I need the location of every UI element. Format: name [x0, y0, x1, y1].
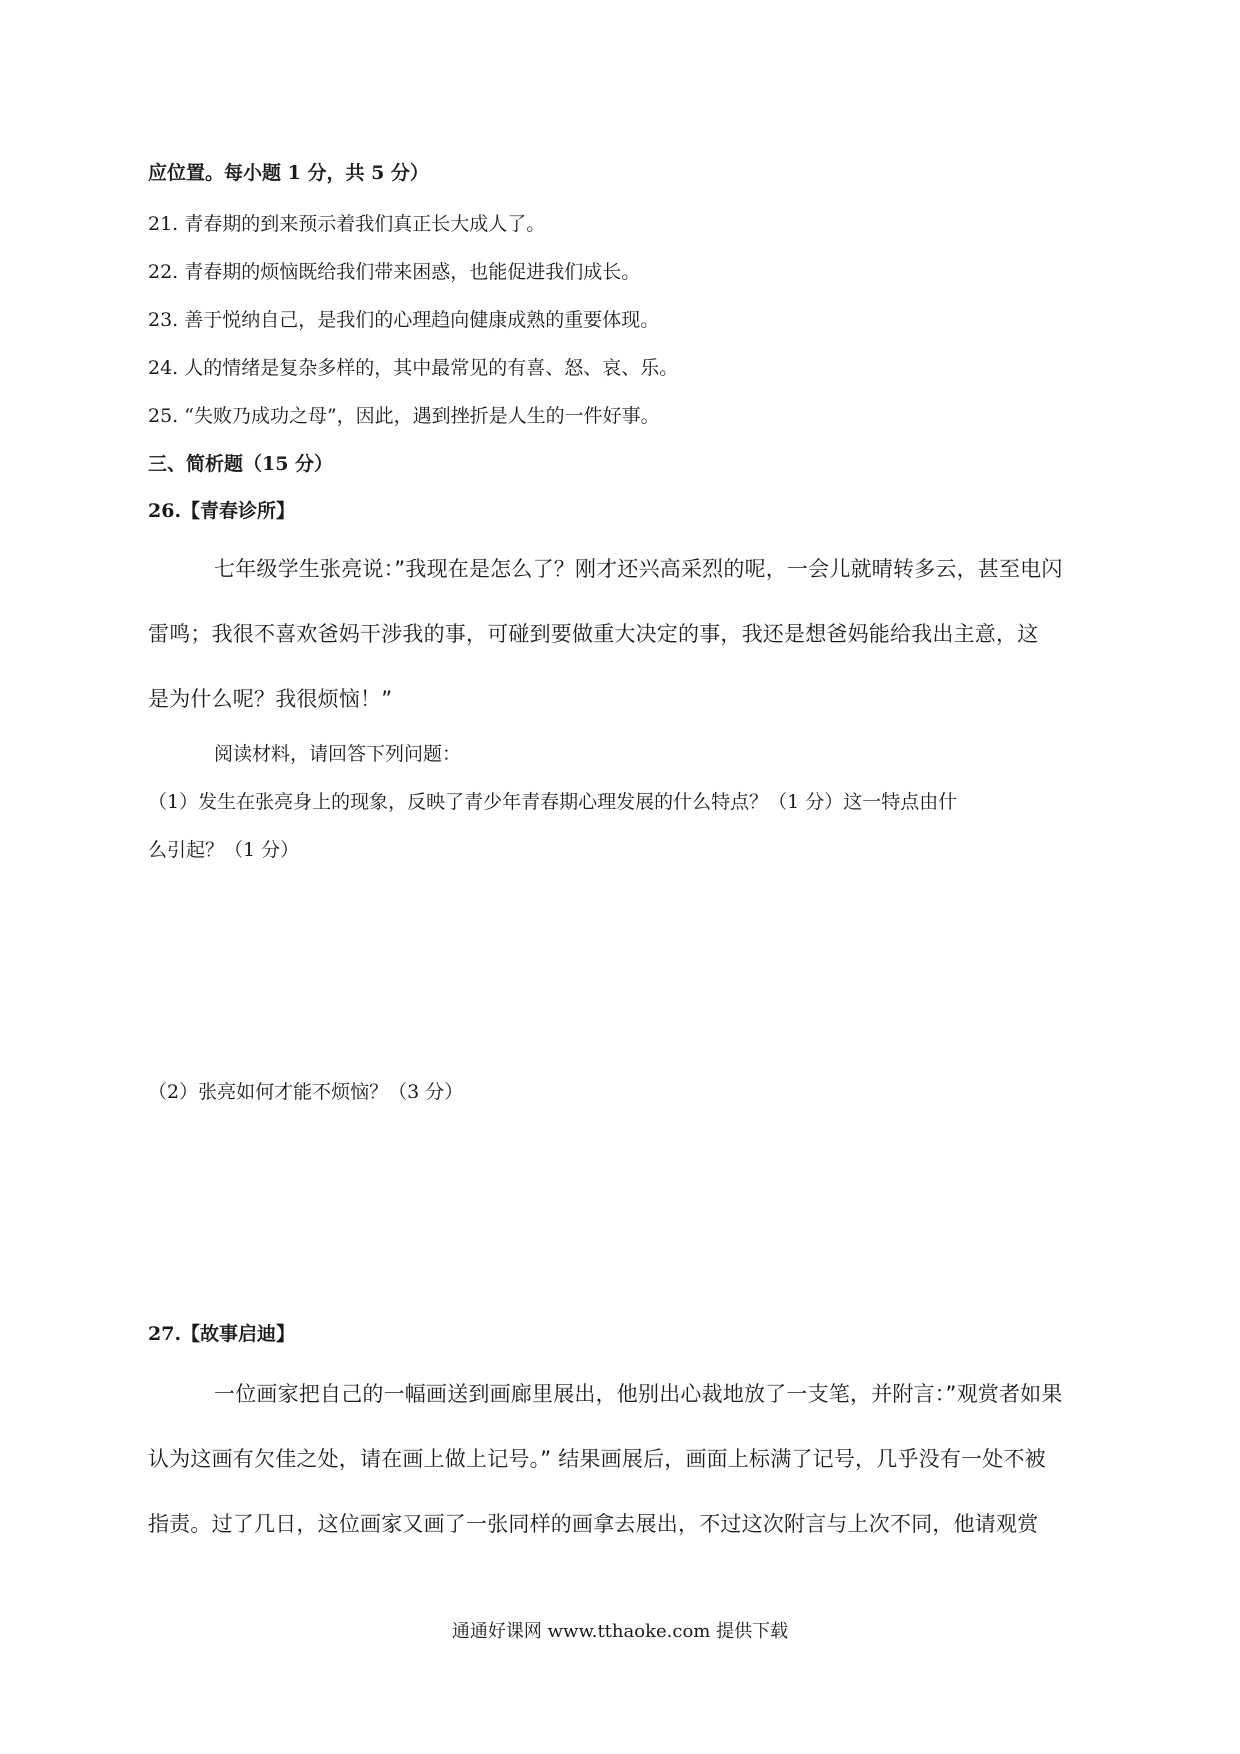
- page-footer: 通通好课网 www.tthaoke.com 提供下载: [451, 1621, 789, 1642]
- q26-material-line-2: 雷鸣；我很不喜欢爸妈干涉我的事，可碰到要做重大决定的事，我还是想爸妈能给我出主意，这: [148, 622, 1039, 646]
- true-false-item-24: 24. 人的情绪是复杂多样的，其中最常见的有喜、怒、哀、乐。: [148, 357, 679, 379]
- q26-material-line-1: 七年级学生张亮说：”我现在是怎么了？刚才还兴高采烈的呢，一会儿就晴转多云，甚至电闪: [214, 557, 1063, 581]
- true-false-item-21: 21. 青春期的到来预示着我们真正长大成人了。: [148, 213, 546, 235]
- q27-material-line-1: 一位画家把自己的一幅画送到画廊里展出，他别出心裁地放了一支笔，并附言：”观赏者如果: [214, 1382, 1063, 1406]
- q27-material-line-3: 指责。过了几日，这位画家又画了一张同样的画拿去展出，不过这次附言与上次不同，他请观赏: [148, 1512, 1039, 1536]
- q27-title: 27.【故事启迪】: [148, 1323, 296, 1345]
- true-false-item-25: 25. “失败乃成功之母”，因此，遇到挫折是人生的一件好事。: [148, 405, 660, 427]
- true-false-item-22: 22. 青春期的烦恼既给我们带来困惑，也能促进我们成长。: [148, 261, 641, 283]
- section3-heading: 三、简析题（15 分）: [148, 453, 334, 475]
- q26-sub1-line-2: 么引起？（1 分）: [148, 839, 300, 861]
- q26-material-line-3: 是为什么呢？我很烦恼！”: [148, 687, 393, 711]
- section2-instruction-tail: 应位置。每小题 1 分，共 5 分）: [148, 162, 429, 184]
- q27-material-line-2: 认为这画有欠佳之处，请在画上做上记号。” 结果画展后，画面上标满了记号，几乎没有一处不被: [148, 1447, 1046, 1471]
- q26-sub1-line-1: （1）发生在张亮身上的现象，反映了青少年青春期心理发展的什么特点？（1 分）这一特点由什: [148, 791, 958, 813]
- q26-sub2: （2）张亮如何才能不烦恼？（3 分）: [148, 1081, 464, 1103]
- true-false-item-23: 23. 善于悦纳自己，是我们的心理趋向健康成熟的重要体现。: [148, 309, 660, 331]
- q26-prompt: 阅读材料，请回答下列问题：: [214, 743, 462, 765]
- q26-title: 26.【青春诊所】: [148, 500, 296, 522]
